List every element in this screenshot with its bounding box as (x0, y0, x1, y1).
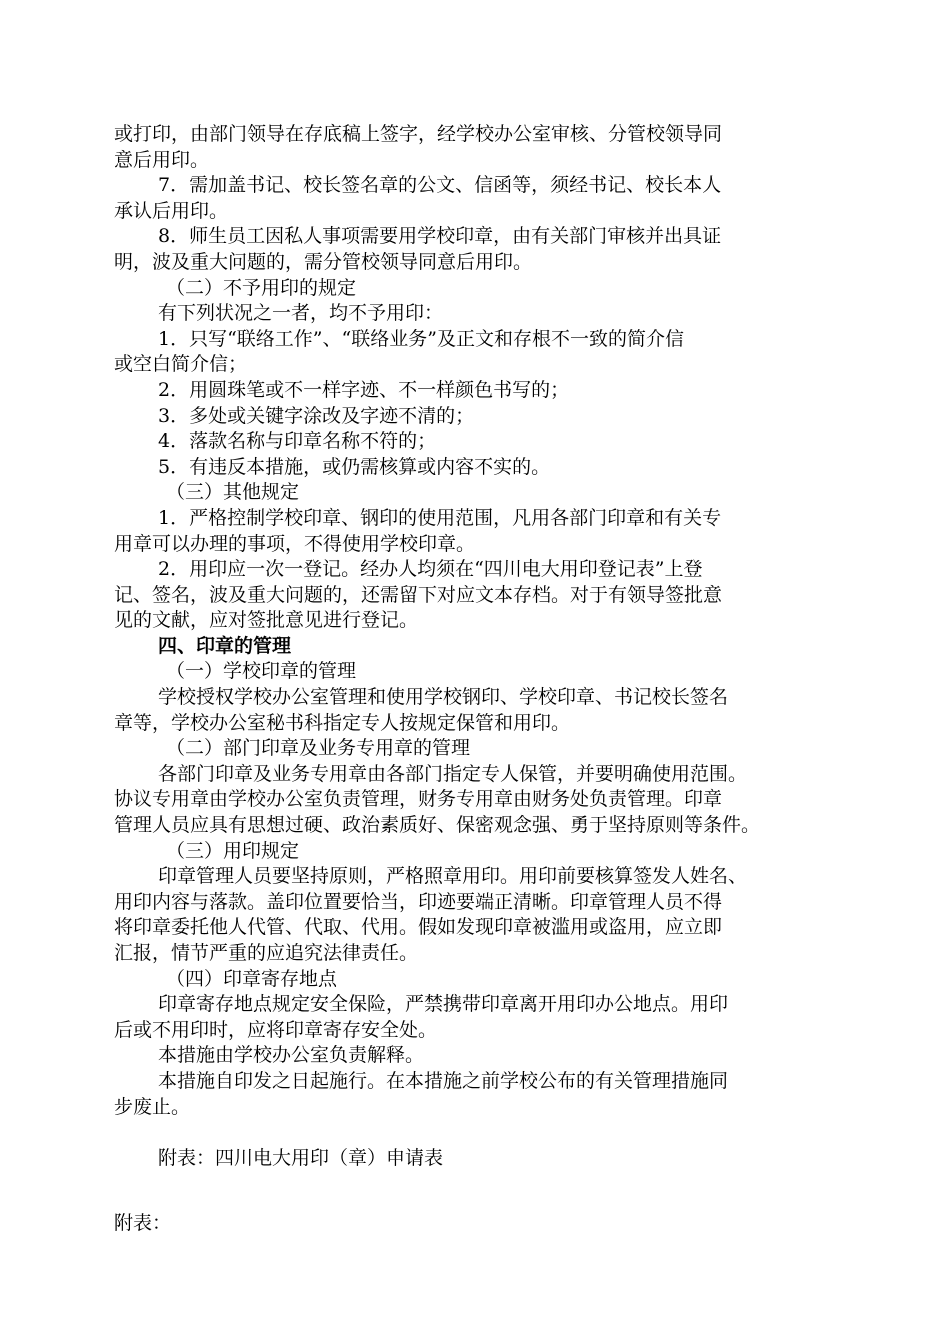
paragraph-line: 或空白简介信； (114, 353, 248, 376)
blank-line (114, 1171, 850, 1197)
paragraph-line: 承认后用印。 (114, 199, 229, 222)
paragraph-line: 见的文献，应对签批意见进行登记。 (114, 609, 419, 632)
paragraph-line: 协议专用章由学校办公室负责管理，财务专用章由财务处负责管理。印章 (114, 788, 723, 811)
paragraph-line: 或打印，由部门领导在存底稿上签字，经学校办公室审核、分管校领导同 (114, 123, 723, 145)
list-item-4: 4．落款名称与印章名称不符的； (158, 430, 437, 453)
paragraph-line: 用章可以办理的事项，不得使用学校印章。 (114, 532, 476, 555)
subsection-title: （三）用印规定 (166, 839, 300, 862)
subsection-title: （二）部门印章及业务专用章的管理 (166, 737, 471, 760)
list-item-1: 1．严格控制学校印章、钢印的使用范围，凡用各部门印章和有关专 (158, 506, 722, 529)
paragraph-line: 印章管理人员要坚持原则，严格照章用印。用印前要核算签发人姓名、 (158, 865, 748, 888)
list-item-3: 3．多处或关键字涂改及字迹不清的； (158, 404, 475, 427)
attachment-note: 附表：四川电大用印（章）申请表 (158, 1146, 444, 1169)
paragraph-line: 意后用印。 (114, 148, 210, 171)
section-heading: 四、印章的管理 (158, 634, 292, 657)
paragraph-line: 明，波及重大问题的，需分管校领导同意后用印。 (114, 250, 533, 273)
subsection-title: （二）不予用印的规定 (166, 276, 357, 299)
paragraph-line: 汇报，情节严重的应追究法律责任。 (114, 942, 419, 964)
subsection-title: （四）印章寄存地点 (166, 967, 338, 990)
paragraph-line: 后或不用印时，应将印章寄存安全处。 (114, 1018, 438, 1041)
list-item-8: 8．师生员工因私人事项需要用学校印章，由有关部门审核并出具证 (158, 225, 722, 248)
subsection-title: （三）其他规定 (166, 481, 300, 504)
paragraph-line: 各部门印章及业务专用章由各部门指定专人保管，并要明确使用范围。 (158, 762, 748, 785)
paragraph-line: 印章寄存地点规定安全保险，严禁携带印章离开用印办公地点。用印 (158, 993, 729, 1016)
list-item-1: 1．只写“联络工作”、“联络业务”及正文和存根不一致的简介信 (158, 327, 684, 350)
paragraph-line: 将印章委托他人代管、代取、代用。假如发现印章被滥用或盗用，应立即 (114, 916, 723, 939)
list-item-7: 7．需加盖书记、校长签名章的公文、信函等，须经书记、校长本人 (158, 174, 722, 197)
list-item-5: 5．有违反本措施，或仍需核算或内容不实的。 (158, 455, 551, 478)
blank-line (114, 1197, 850, 1211)
list-item-2: 2．用圆珠笔或不一样字迹、不一样颜色书写的； (158, 378, 570, 401)
list-item-2: 2．用印应一次一登记。经办人均须在“四川电大用印登记表”上登 (158, 558, 703, 581)
attachment-label: 附表： (114, 1211, 172, 1234)
paragraph-line: 记、签名，波及重大问题的，还需留下对应文本存档。对于有领导签批意 (114, 583, 723, 606)
paragraph-line: 章等，学校办公室秘书科指定专人按规定保管和用印。 (114, 711, 571, 734)
blank-line (114, 1120, 850, 1146)
paragraph-line: 本措施由学校办公室负责解释。 (158, 1044, 425, 1067)
paragraph-line: 管理人员应具有思想过硬、政治素质好、保密观念强、勇于坚持原则等条件。 (114, 814, 761, 837)
paragraph-line: 本措施自印发之日起施行。在本措施之前学校公布的有关管理措施同 (158, 1069, 729, 1092)
subsection-title: （一）学校印章的管理 (166, 660, 357, 683)
paragraph-line: 用印内容与落款。盖印位置要恰当，印迹要端正清晰。印章管理人员不得 (114, 890, 723, 913)
document-page (114, 122, 850, 1237)
paragraph-line: 步废止。 (114, 1095, 191, 1118)
paragraph-line: 有下列状况之一者，均不予用印： (158, 302, 444, 325)
paragraph-line: 学校授权学校办公室管理和使用学校钢印、学校印章、书记校长签名 (158, 686, 729, 709)
